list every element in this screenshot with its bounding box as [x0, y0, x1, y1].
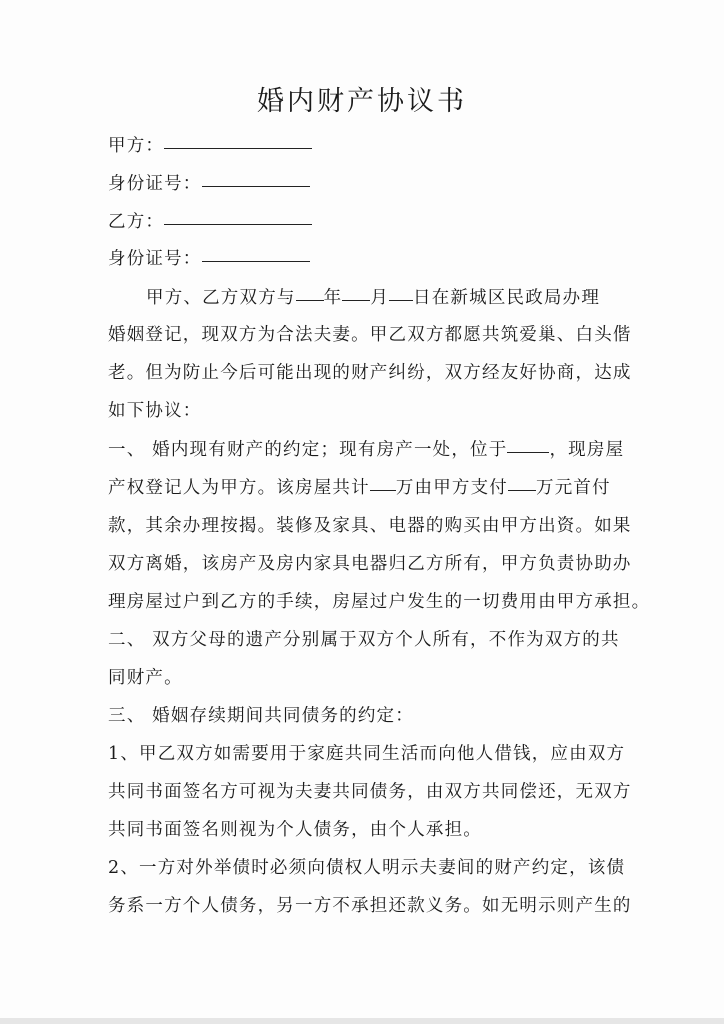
year-blank[interactable]	[296, 299, 324, 301]
property-location-blank[interactable]	[507, 451, 549, 453]
intro-line-3: 老。但为防止今后可能出现的财产纠纷，双方经友好协商，达成	[108, 363, 632, 383]
section-3-heading: 三、 婚姻存续期间共同债务的约定：	[108, 706, 414, 726]
party-a-id-label: 身份证号：	[108, 174, 202, 194]
section-2-line-2: 同财产。	[108, 668, 183, 688]
section-3-item-1-line-1: 1、甲乙双方如需要用于家庭共同生活而向他人借钱，应由双方	[108, 744, 626, 764]
section-1-text: ，现房屋	[549, 440, 625, 460]
property-total-blank[interactable]	[370, 489, 396, 491]
section-3-item-2-line-2: 务系一方个人债务，另一方不承担还款义务。如无明示则产生的	[108, 896, 632, 916]
section-1-line-2	[108, 473, 628, 503]
section-1-line-3: 款，其余办理按揭。装修及家具、电器的购买由甲方出资。如果	[108, 516, 632, 536]
party-a-id-blank[interactable]	[202, 185, 310, 187]
day-blank[interactable]	[389, 299, 413, 301]
section-1-line-4: 双方离婚，该房产及房内家具电器归乙方所有，甲方负责协助办	[108, 554, 632, 574]
year-label: 年	[323, 288, 343, 308]
party-a-id-line	[108, 169, 628, 199]
party-a-blank[interactable]	[164, 147, 312, 149]
intro-text: 日在新城区民政局办理	[413, 288, 601, 308]
section-1-line-5: 理房屋过户到乙方的手续，房屋过户发生的一切费用由甲方承担。	[108, 592, 651, 612]
section-1-text: 一、 婚内现有财产的约定；现有房产一处，位于	[108, 440, 508, 460]
section-1-text: 产权登记人为甲方。该房屋共计	[108, 478, 370, 498]
month-label: 月	[370, 288, 390, 308]
section-1-line-1	[108, 435, 628, 465]
intro-line-2: 婚姻登记，现双方为合法夫妻。甲乙双方都愿共筑爱巢、白头偕	[108, 325, 632, 345]
page-bottom-edge	[0, 1018, 724, 1024]
party-b-label: 乙方：	[108, 212, 165, 232]
down-payment-blank[interactable]	[508, 489, 536, 491]
month-blank[interactable]	[342, 299, 370, 301]
section-3-item-1-line-2: 共同书面签名方可视为夫妻共同债务，由双方共同偿还，无双方	[108, 782, 632, 802]
party-b-blank[interactable]	[164, 223, 312, 225]
section-1-text: 万由甲方支付	[395, 478, 509, 498]
party-a-line	[108, 131, 628, 161]
document-title: 婚内财产协议书	[257, 86, 467, 117]
section-3-item-1-line-3: 共同书面签名则视为个人债务，由个人承担。	[108, 820, 482, 840]
party-b-line	[108, 207, 628, 237]
party-a-label: 甲方：	[108, 136, 165, 156]
intro-line-4: 如下协议：	[108, 401, 202, 421]
intro-line-1	[146, 283, 666, 313]
party-b-id-line	[108, 244, 628, 274]
section-2-line-1: 二、 双方父母的遗产分别属于双方个人所有，不作为双方的共	[108, 630, 620, 650]
party-b-id-blank[interactable]	[202, 260, 310, 262]
section-3-item-2-line-1: 2、一方对外举债时必须向债权人明示夫妻间的财产约定，该债	[108, 858, 626, 878]
section-1-text: 万元首付	[536, 478, 611, 498]
intro-text: 甲方、乙方双方与	[146, 288, 296, 308]
party-b-id-label: 身份证号：	[108, 249, 202, 269]
